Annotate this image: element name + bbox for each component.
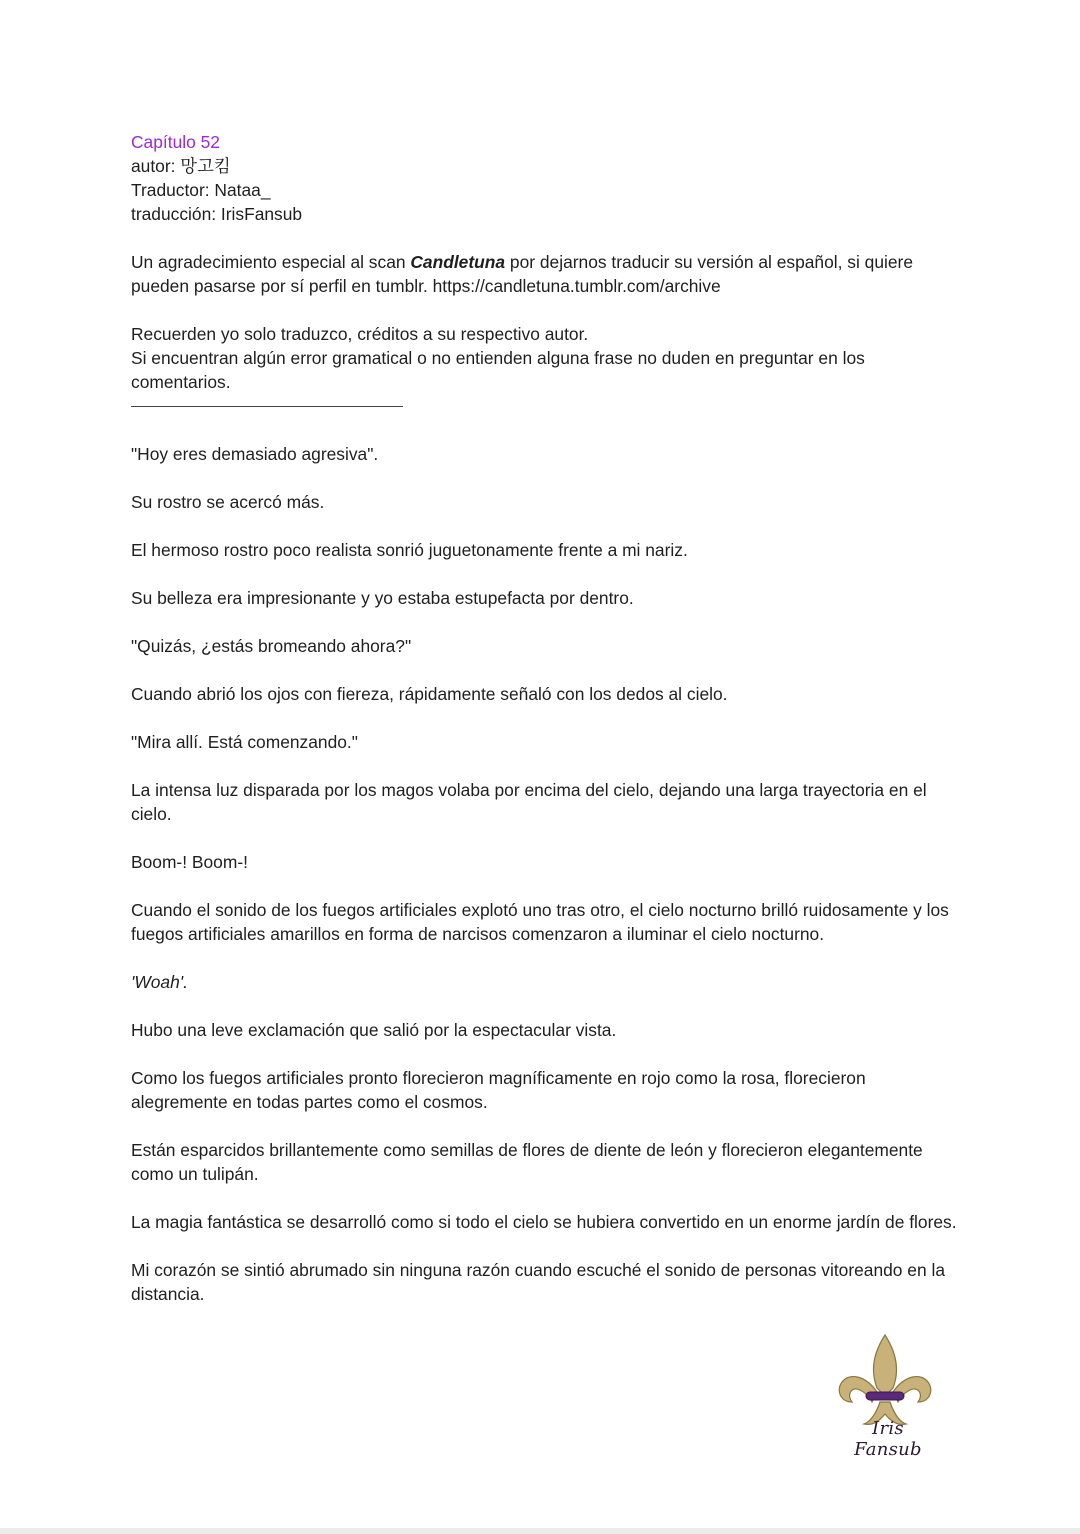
translator-line: Traductor: Nataa_	[131, 180, 271, 200]
story-paragraph-12: Hubo una leve exclamación que salió por la espectacular vista.	[131, 1020, 617, 1040]
credits-note: Recuerden yo solo traduzco, créditos a su respectivo autor.	[131, 324, 589, 344]
thanks-text-pre: Un agradecimiento especial al scan	[131, 252, 411, 272]
translation-line: traducción: IrisFansub	[131, 204, 303, 224]
chapter-title: Capítulo 52	[131, 132, 220, 152]
story-paragraph-3: El hermoso rostro poco realista sonrió juguetonamente frente a mi nariz.	[131, 540, 688, 560]
document-content	[131, 130, 961, 1330]
story-paragraph-9: Boom-! Boom-!	[131, 852, 248, 872]
story-paragraph-10: Cuando el sonido de los fuegos artificiales explotó uno tras otro, el cielo nocturno brilló ruidosamente y los fuegos artificiales amarillos en forma de narcisos comenzaron a iluminar el cielo nocturno.	[131, 900, 949, 944]
author-line: autor: 망고킴	[131, 156, 231, 176]
story-paragraph-6: Cuando abrió los ojos con fiereza, rápidamente señaló con los dedos al cielo.	[131, 684, 728, 704]
story-paragraph-13: Como los fuegos artificiales pronto florecieron magníficamente en rojo como la rosa, florecieron alegremente en todas partes como el cosmos.	[131, 1068, 866, 1112]
thanks-text-post: por dejarnos traducir su versión al español, si quiere pueden pasarse por sí perfil en tumblr. https://candletuna.tumblr.com/archive	[131, 252, 914, 296]
story-paragraph-2: Su rostro se acercó más.	[131, 492, 325, 512]
scan-name: Candletuna	[410, 252, 506, 272]
divider-line	[131, 406, 403, 407]
story-paragraph-7: "Mira allí. Está comenzando."	[131, 732, 358, 752]
story-paragraph-1: "Hoy eres demasiado agresiva".	[131, 444, 379, 464]
logo-text: Iris Fansub	[854, 1418, 922, 1460]
story-paragraph-15: La magia fantástica se desarrolló como si todo el cielo se hubiera convertido en un enorme jardín de flores.	[131, 1212, 957, 1232]
thanks-paragraph	[131, 250, 961, 298]
chapter-header	[131, 130, 961, 226]
story-paragraph-5: "Quizás, ¿estás bromeando ahora?"	[131, 636, 412, 656]
story-paragraph-16: Mi corazón se sintió abrumado sin ninguna razón cuando escuché el sonido de personas vitoreando en la distancia.	[131, 1260, 946, 1304]
errors-note: Si encuentran algún error gramatical o no entienden alguna frase no duden en preguntar en los comentarios.	[131, 348, 865, 392]
story-paragraph-4: Su belleza era impresionante y yo estaba estupefacta por dentro.	[131, 588, 634, 608]
story-paragraph-11: 'Woah'.	[131, 972, 188, 992]
story-paragraph-14: Están esparcidos brillantemente como semillas de flores de diente de león y florecieron elegantemente como un tulipán.	[131, 1140, 923, 1184]
story-paragraph-8: La intensa luz disparada por los magos volaba por encima del cielo, dejando una larga trayectoria en el cielo.	[131, 780, 927, 824]
